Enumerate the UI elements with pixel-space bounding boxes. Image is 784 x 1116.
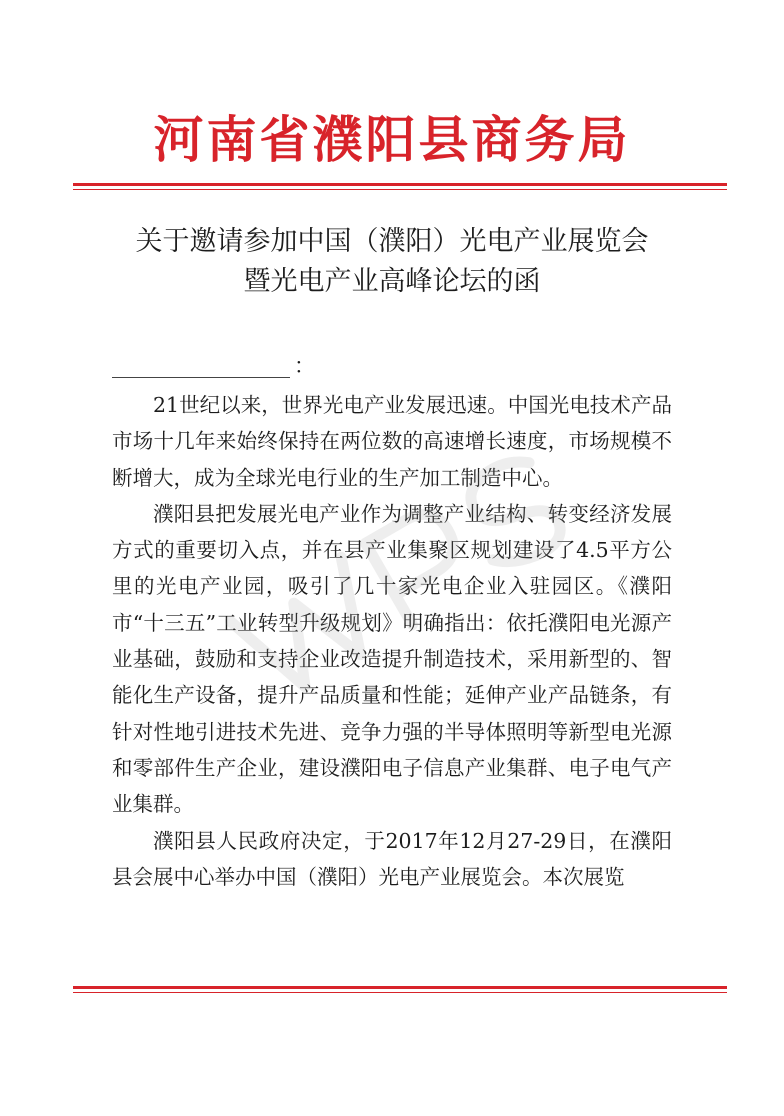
paragraph-2: 濮阳县把发展光电产业作为调整产业结构、转变经济发展方式的重要切入点，并在县产业集聚区规划建设了4.5平方公里的光电产业园，吸引了几十家光电企业入驻园区。《濮阳市“十三五”工业转型升级规划》明确指出：依托濮阳电光源产业基础，鼓励和支持企业改造提升制造技术，采用新型的、智能化生产设备，提升产品质量和性能；延伸产业产品链条，有针对性地引进技术先进、竞争力强的半导体照明等新型电光源和零部件生产企业，建设濮阳电子信息产业集群、电子电气产业集群。 [112,501,672,817]
letterhead-red-divider [73,183,727,190]
salutation [112,353,315,379]
footer-red-divider [73,986,727,993]
paragraph-1: 21世纪以来，世界光电产业发展迅速。中国光电技术产品市场十几年来始终保持在两位数的高速增长速度，市场规模不断增大，成为全球光电行业的生产加工制造中心。 [112,393,672,490]
document-title-line-2: 暨光电产业高峰论坛的函 [243,266,541,297]
letter-body [112,387,672,895]
paragraph-3: 濮阳县人民政府决定，于2017年12月27-29日，在濮阳县会展中心举办中国（濮阳）光电产业展览会。本次展览 [112,828,672,889]
recipient-blank-line [112,377,290,378]
document-title-line-1: 关于邀请参加中国（濮阳）光电产业展览会 [135,226,649,257]
document-title [0,222,784,302]
salutation-colon: ： [294,354,315,378]
letterhead-title: 河南省濮阳县商务局 [153,110,631,169]
